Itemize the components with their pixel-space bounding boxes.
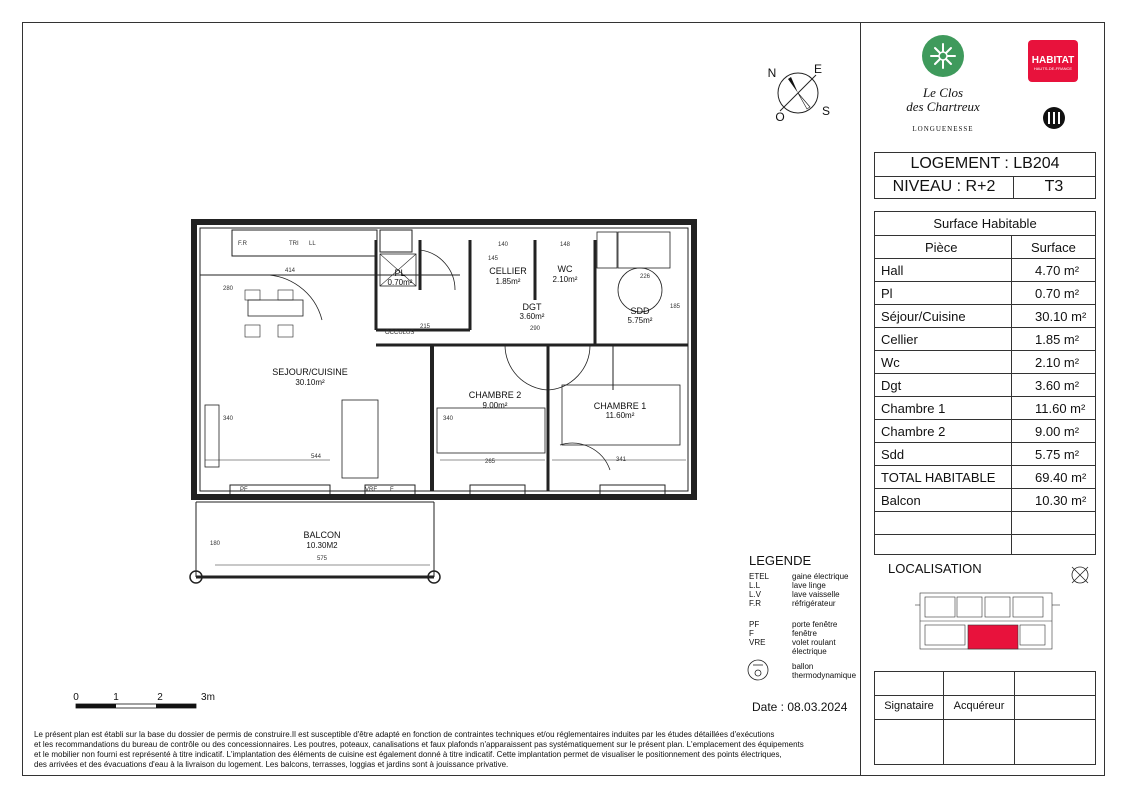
surface-cell: 2.10 m² <box>1035 355 1080 370</box>
surface-cell: 4.70 m² <box>1035 263 1080 278</box>
room-chambre1-area: 11.60m² <box>605 411 635 420</box>
compass-rose <box>760 55 835 130</box>
legend-code: F.R <box>749 599 761 608</box>
dim: 280 <box>222 286 234 292</box>
surface-table-title: Surface Habitable <box>933 216 1037 231</box>
note-line: Le présent plan est établi sur la base du dossier de permis de construire.Il est susceptible d'être adapté en fonction de contraintes techniques et/ou réglementaires induites par les études détaillées d'exécutions <box>34 730 775 739</box>
room-wc-area: 2.10m² <box>552 275 578 284</box>
scale-label-2: 2 <box>157 692 163 703</box>
compass-n: N <box>767 66 777 80</box>
partner-name: HABITAT <box>1031 55 1075 66</box>
note-line: et le mobilier non fourni est représenté à titre indicatif. L'implantation des éléments de cuisine est également donné à titre indicatif. Cette implantation permet de visualiser le positionnement des points électriques, <box>34 750 782 759</box>
disclaimer-notes <box>34 730 834 770</box>
room-sdd-name: SDD <box>630 306 650 316</box>
dim: 341 <box>615 457 627 463</box>
legend-code: VRE <box>749 638 766 647</box>
piece-cell: Wc <box>881 355 900 370</box>
dim: 185 <box>669 304 681 310</box>
signataire-label: Signataire <box>884 700 934 712</box>
niveau-label: NIVEAU : R+2 <box>892 178 996 195</box>
compass-o: O <box>775 110 785 124</box>
legend-code: PF <box>749 620 760 629</box>
ballon-label: ballon thermodynamique <box>792 662 857 680</box>
dim: 340 <box>222 416 234 422</box>
table-row <box>875 419 1096 442</box>
type-label: T3 <box>1044 178 1064 195</box>
clos-chartreux-logo <box>920 33 966 79</box>
signature-box <box>874 671 1096 765</box>
brand-name-line2: des Chartreux <box>906 99 980 114</box>
scale-label-1: 1 <box>113 692 119 703</box>
dim: 180 <box>209 541 221 547</box>
legend-title: LEGENDE <box>749 553 812 568</box>
room-sejour-name: SEJOUR/CUISINE <box>272 367 348 377</box>
table-header-row <box>875 235 1096 258</box>
room-chambre2-name: CHAMBRE 2 <box>468 390 522 400</box>
habitat-logo <box>1028 40 1078 82</box>
table-row <box>875 465 1096 488</box>
dim: 290 <box>529 326 541 332</box>
table-row <box>875 488 1096 511</box>
legend-code: L.V <box>749 590 762 599</box>
surface-cell: 5.75 m² <box>1035 447 1080 462</box>
legend-code: L.L <box>749 581 761 590</box>
room-cellier-name: CELLIER <box>489 266 527 276</box>
acquereur-label: Acquéreur <box>953 700 1005 712</box>
equip-tri-label: TRI <box>289 241 299 247</box>
equip-pf-label: PF <box>240 487 248 493</box>
note-line: des arrivées et des évacuations d'eau à la livraison du logement. Les balcons, terrasses, loggias et jardins sont à jouissance privative. <box>34 760 509 769</box>
room-balcon-area: 10.30M2 <box>306 541 338 550</box>
legend-desc: gaine électrique <box>792 572 849 581</box>
table-row <box>875 281 1096 304</box>
room-balcon-name: BALCON <box>303 530 341 540</box>
piece-cell: Sdd <box>881 447 905 462</box>
brand-city: LONGUENESSE <box>912 125 974 133</box>
piece-cell: Cellier <box>881 332 918 347</box>
dim: 340 <box>442 416 454 422</box>
compass-s: S <box>821 104 831 118</box>
surface-cell: 11.60 m² <box>1035 401 1086 416</box>
legend-desc: porte fenêtre <box>792 620 838 629</box>
room-sdd-area: 5.75m² <box>627 316 653 325</box>
equip-vre-label: VRE <box>365 487 378 493</box>
piece-cell: Hall <box>881 263 904 278</box>
room-cellier-area: 1.85m² <box>495 277 521 286</box>
piece-cell: TOTAL HABITABLE <box>881 470 996 485</box>
legend-desc: lave vaisselle <box>792 590 840 599</box>
room-pl-name: PL <box>394 268 406 278</box>
compass-e: E <box>813 62 823 76</box>
col-surface-header: Surface <box>1031 240 1076 255</box>
room-pl-area: 0.70m² <box>387 278 413 287</box>
localisation-title: LOCALISATION <box>888 561 982 576</box>
table-row <box>875 304 1096 327</box>
piece-cell: Chambre 2 <box>881 424 946 439</box>
brand-name-line1: Le Clos <box>922 85 964 100</box>
surface-cell: 30.10 m² <box>1035 309 1087 324</box>
table-row <box>875 373 1096 396</box>
surface-cell: 10.30 m² <box>1035 493 1087 508</box>
surface-cell: 3.60 m² <box>1035 378 1080 393</box>
dim: 414 <box>284 268 296 274</box>
piece-cell: Chambre 1 <box>881 401 946 416</box>
piece-cell: Séjour/Cuisine <box>881 309 966 324</box>
note-line: et les recommandations du bureau de contrôle ou des concessionnaires. Les poutres, poteaux, canalisations et faux plafonds n'apparaissent pas systématiquement sur le présent plan. L'emplacement des équipements <box>34 740 804 749</box>
logement-title: LOGEMENT : LB204 <box>910 155 1060 172</box>
legend-desc: volet roulant électrique <box>792 638 836 656</box>
dim: 226 <box>639 274 651 280</box>
room-dgt-area: 3.60m² <box>519 312 545 321</box>
plan-date: Date : 08.03.2024 <box>752 700 848 714</box>
surface-cell: 0.70 m² <box>1035 286 1080 301</box>
room-sejour-area: 30.10m² <box>295 378 325 387</box>
dim: 140 <box>497 242 509 248</box>
surface-cell: 1.85 m² <box>1035 332 1080 347</box>
surface-cell: 9.00 m² <box>1035 424 1080 439</box>
table-row <box>875 350 1096 373</box>
room-dgt-name: DGT <box>522 302 542 312</box>
equip-fr-label: F.R <box>238 241 247 247</box>
piece-cell: Pl <box>881 286 893 301</box>
piece-cell: Dgt <box>881 378 902 393</box>
table-row <box>875 511 1096 534</box>
equip-f-label: F <box>390 487 394 493</box>
partner-region: HAUTS-DE-FRANCE <box>1033 66 1073 71</box>
dim: 148 <box>559 242 571 248</box>
dim: 265 <box>484 459 496 465</box>
col-piece-header: Pièce <box>925 240 958 255</box>
logement-header <box>874 152 1096 199</box>
table-row <box>875 258 1096 281</box>
room-wc-name: WC <box>557 264 573 274</box>
piece-cell: Balcon <box>881 493 921 508</box>
room-chambre1-name: CHAMBRE 1 <box>593 401 647 411</box>
table-row <box>875 534 1096 557</box>
equip-ll-label: LL <box>309 241 316 247</box>
table-row <box>875 327 1096 350</box>
table-row <box>875 396 1096 419</box>
localisation-frame <box>874 579 1096 661</box>
ddp-logo-icon <box>1042 106 1066 130</box>
room-chambre2-area: 9.00m² <box>482 401 508 410</box>
scale-label-3: 3m <box>201 692 215 703</box>
legend-code: ETEL <box>749 572 770 581</box>
legend-code: F <box>749 629 754 638</box>
equip-occulus-label: OCCULUS <box>385 330 415 336</box>
scale-bar <box>68 690 228 714</box>
legend-desc: réfrigérateur <box>792 599 836 608</box>
legend-desc: lave linge <box>792 581 826 590</box>
dim: 145 <box>487 256 499 262</box>
scale-label-0: 0 <box>73 692 79 703</box>
ballon-thermodynamique-icon <box>745 657 771 683</box>
dim: 575 <box>316 556 328 562</box>
dim: 544 <box>310 454 322 460</box>
legend-desc: fenêtre <box>792 629 817 638</box>
dim: 215 <box>419 324 431 330</box>
table-row <box>875 442 1096 465</box>
surface-cell: 69.40 m² <box>1035 470 1087 485</box>
surface-table <box>874 211 1096 555</box>
